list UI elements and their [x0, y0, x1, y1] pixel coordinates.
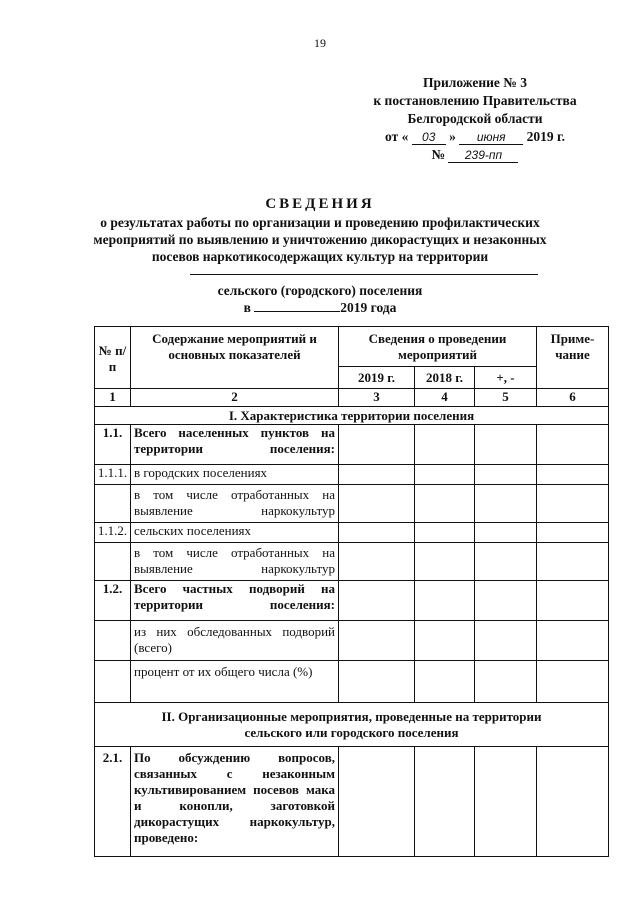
settlement-suffix: 2019 года — [340, 300, 397, 315]
row-number — [95, 543, 131, 581]
row-text: сельских поселениях — [131, 523, 339, 543]
row-number: 1.1.2. — [95, 523, 131, 543]
settlement-line-2 — [0, 299, 640, 316]
heading-line-3: посевов наркотикосодержащих культур на территории — [151, 249, 489, 264]
header-num: № п/п — [95, 327, 131, 389]
table-row — [95, 543, 609, 581]
settlement-block — [0, 282, 640, 316]
header-info: Сведения о проведении мероприятий — [339, 327, 537, 367]
row-text: По обсуждению вопросов, связанных с незаконным культивированием посевов мака и конопли, заготовкой дикорастущих наркокультур, проведено: — [131, 747, 339, 857]
row-number: 2.1. — [95, 747, 131, 857]
row-text: Всего частных подворий на территории поселения: — [131, 581, 339, 621]
col-number-2: 2 — [131, 389, 339, 407]
row-text: в том числе отработанных на выявление наркокультур — [131, 485, 339, 523]
header-2019: 2019 г. — [339, 367, 415, 389]
row-number: 1.1. — [95, 425, 131, 465]
settlement-prefix: в — [243, 300, 251, 315]
heading-line-2: мероприятий по выявлению и уничтожению дикорастущих и незаконных — [93, 232, 547, 247]
data-table — [94, 326, 609, 857]
date-day: 03 — [412, 130, 446, 145]
table-row — [95, 581, 609, 621]
header-2018: 2018 г. — [415, 367, 475, 389]
row-number — [95, 661, 131, 703]
appendix-number — [360, 146, 590, 164]
row-text: процент от их общего числа (%) — [131, 661, 339, 703]
row-text: Всего населенных пунктов на территории поселения: — [131, 425, 339, 465]
header-note: Приме-чание — [537, 327, 609, 389]
appendix-block — [360, 74, 590, 164]
date-year: 2019 г. — [526, 129, 565, 144]
appendix-date — [360, 128, 590, 146]
settlement-line-1: сельского (городского) поселения — [217, 283, 423, 298]
date-mid: » — [449, 129, 456, 144]
table-row — [95, 485, 609, 523]
settlement-name-line — [190, 274, 538, 275]
section-2-title: II. Организационные мероприятия, проведенные на территории сельского или городского поселения — [95, 703, 609, 747]
col-number-1: 1 — [95, 389, 131, 407]
table-row — [95, 621, 609, 661]
date-month: июня — [459, 130, 523, 145]
number-value: 239-пп — [448, 148, 518, 163]
heading-title: СВЕДЕНИЯ — [265, 196, 375, 212]
document-heading — [0, 194, 640, 265]
col-number-6: 6 — [537, 389, 609, 407]
number-prefix: № — [431, 147, 446, 162]
date-prefix: от « — [385, 129, 409, 144]
table-row — [95, 465, 609, 485]
row-text: в городских поселениях — [131, 465, 339, 485]
month-blank — [254, 299, 340, 312]
row-number: 1.1.1. — [95, 465, 131, 485]
row-number — [95, 485, 131, 523]
row-number: 1.2. — [95, 581, 131, 621]
col-number-5: 5 — [475, 389, 537, 407]
appendix-line-2: Белгородской области — [407, 111, 543, 126]
appendix-title: Приложение № 3 — [423, 75, 527, 90]
page-number: 19 — [314, 36, 326, 50]
table-row — [95, 425, 609, 465]
row-text: из них обследованных подворий (всего) — [131, 621, 339, 661]
col-number-3: 3 — [339, 389, 415, 407]
header-content: Содержание мероприятий и основных показателей — [131, 327, 339, 389]
table-row — [95, 661, 609, 703]
row-number — [95, 621, 131, 661]
table-row — [95, 523, 609, 543]
row-text: в том числе отработанных на выявление наркокультур — [131, 543, 339, 581]
header-diff: +, - — [475, 367, 537, 389]
table-row — [95, 747, 609, 857]
heading-line-1: о результатах работы по организации и проведению профилактических — [100, 215, 540, 230]
appendix-line-1: к постановлению Правительства — [373, 93, 577, 108]
col-number-4: 4 — [415, 389, 475, 407]
section-1-title: I. Характеристика территории поселения — [95, 407, 609, 425]
